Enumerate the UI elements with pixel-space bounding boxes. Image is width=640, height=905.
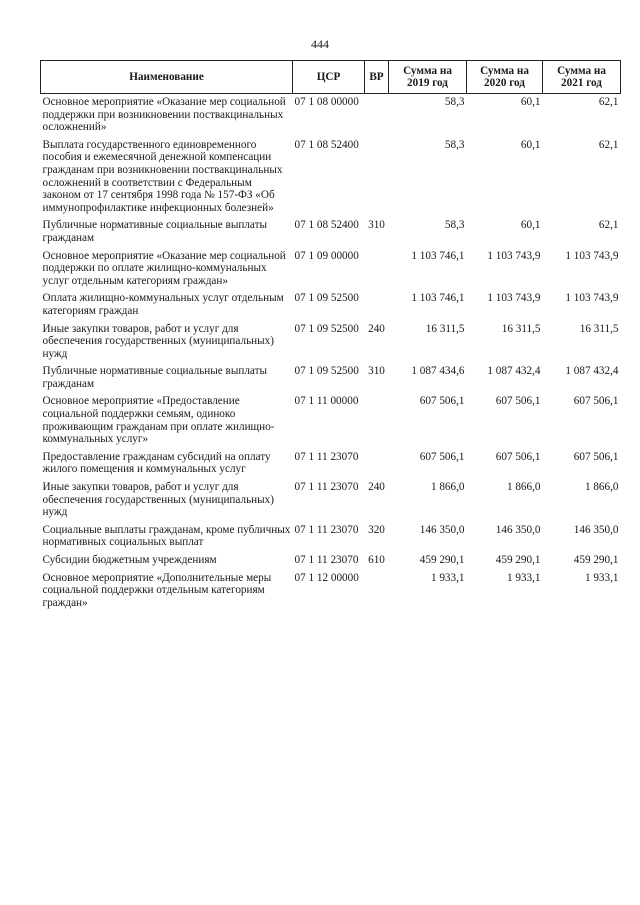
row-name: Иные закупки товаров, работ и услуг для обеспечения государственных (муниципальных) нужд	[42, 481, 274, 519]
table-row	[41, 479, 621, 522]
row-sum-2021: 1 103 743,9	[565, 292, 619, 305]
row-sum-2021: 16 311,5	[579, 322, 619, 335]
row-sum-2021: 1 087 432,4	[565, 365, 619, 378]
row-csr: 07 1 12 00000	[294, 571, 359, 584]
row-sum-2020: 60,1	[520, 96, 541, 108]
row-sum-2020: 1 103 743,9	[487, 249, 541, 262]
row-csr: 07 1 11 23070	[294, 554, 359, 566]
row-vr	[365, 137, 389, 218]
table-row	[41, 290, 621, 320]
row-sum-2021: 62,1	[598, 138, 619, 151]
row-sum-2019: 146 350,0	[419, 523, 465, 536]
row-sum-2021: 607 506,1	[573, 395, 619, 408]
row-sum-2020: 1 933,1	[506, 571, 541, 584]
header-vr: ВР	[365, 61, 389, 94]
row-sum-2020: 607 506,1	[495, 395, 541, 408]
row-vr: 240	[368, 322, 385, 335]
row-vr: 610	[368, 554, 385, 566]
row-vr	[365, 290, 389, 320]
row-sum-2019: 58,3	[444, 219, 465, 232]
table-header-row	[41, 61, 621, 94]
row-sum-2019: 1 103 746,1	[411, 249, 465, 262]
row-sum-2021: 62,1	[598, 96, 619, 108]
table-row	[41, 393, 621, 448]
page-number: 444	[311, 37, 329, 51]
row-sum-2021: 1 933,1	[584, 571, 619, 584]
row-csr: 07 1 11 23070	[294, 450, 359, 463]
row-vr	[365, 570, 389, 613]
row-sum-2019: 1 087 434,6	[411, 365, 465, 378]
row-sum-2020: 607 506,1	[495, 450, 541, 463]
row-csr: 07 1 09 52500	[294, 292, 359, 305]
table-row	[41, 449, 621, 479]
header-name: Наименование	[41, 61, 293, 94]
row-vr	[365, 393, 389, 448]
row-name: Основное мероприятие «Дополнительные меры социальной поддержки отдельным категориям граждан»	[42, 571, 272, 609]
row-sum-2019: 58,3	[444, 138, 465, 151]
row-name: Публичные нормативные социальные выплаты гражданам	[42, 219, 268, 244]
row-vr: 310	[368, 365, 385, 378]
row-sum-2021: 1 866,0	[584, 481, 619, 494]
row-sum-2021: 607 506,1	[573, 450, 619, 463]
row-sum-2021: 62,1	[598, 219, 619, 232]
row-sum-2019: 1 866,0	[430, 481, 465, 494]
row-sum-2019: 459 290,1	[419, 554, 465, 566]
row-name: Основное мероприятие «Предоставление социальной поддержки семьям, одиноко проживающим гражданам при оплате жилищно-коммунальных услуг»	[42, 395, 275, 446]
header-sum-2019: Сумма на 2019 год	[389, 61, 467, 94]
table-row	[41, 217, 621, 247]
row-name: Основное мероприятие «Оказание мер социальной поддержки по оплате жилищно-коммунальных услуг отдельным категориям граждан»	[42, 249, 286, 287]
row-csr: 07 1 09 52500	[294, 365, 359, 378]
header-csr: ЦСР	[293, 61, 365, 94]
row-sum-2020: 60,1	[520, 219, 541, 232]
row-sum-2020: 146 350,0	[495, 523, 541, 536]
table-row	[41, 137, 621, 218]
row-csr: 07 1 11 00000	[294, 395, 359, 408]
row-name: Основное мероприятие «Оказание мер социальной поддержки при возникновении поствакцинальных осложнений»	[42, 96, 286, 134]
row-sum-2019: 607 506,1	[419, 450, 465, 463]
row-vr: 240	[368, 481, 385, 494]
row-sum-2021: 459 290,1	[573, 554, 619, 566]
row-name: Субсидии бюджетным учреждениям	[42, 554, 217, 566]
table-row	[41, 522, 621, 552]
budget-table	[40, 60, 621, 612]
row-sum-2019: 1 103 746,1	[411, 292, 465, 305]
row-sum-2019: 16 311,5	[425, 322, 465, 335]
row-sum-2020: 60,1	[520, 138, 541, 151]
row-csr: 07 1 11 23070	[294, 523, 359, 536]
row-sum-2020: 16 311,5	[501, 322, 541, 335]
row-csr: 07 1 08 00000	[294, 96, 359, 108]
row-name: Иные закупки товаров, работ и услуг для обеспечения государственных (муниципальных) нужд	[42, 322, 274, 360]
row-csr: 07 1 08 52400	[294, 219, 359, 232]
row-vr: 320	[368, 523, 385, 536]
row-sum-2019: 1 933,1	[430, 571, 465, 584]
table-row	[41, 363, 621, 393]
row-vr	[365, 248, 389, 291]
row-sum-2020: 459 290,1	[495, 554, 541, 566]
row-sum-2021: 1 103 743,9	[565, 249, 619, 262]
row-name: Оплата жилищно-коммунальных услуг отдельным категориям граждан	[42, 292, 284, 317]
row-vr	[365, 449, 389, 479]
row-csr: 07 1 11 23070	[294, 481, 359, 494]
row-sum-2021: 146 350,0	[573, 523, 619, 536]
row-sum-2020: 1 103 743,9	[487, 292, 541, 305]
table-row	[41, 94, 621, 137]
row-name: Предоставление гражданам субсидий на оплату жилого помещения и коммунальных услуг	[42, 450, 271, 476]
row-csr: 07 1 09 52500	[294, 322, 359, 335]
row-sum-2019: 607 506,1	[419, 395, 465, 408]
row-vr	[365, 94, 389, 137]
row-name: Выплата государственного единовременного пособия и ежемесячной денежной компенсации гражданам при возникновении поствакцинальных осложнений в соответствии с Федеральным законом от 17 сентября 1998 года № 157-ФЗ «Об иммунопрофилактике инфекционных болезней»	[42, 138, 283, 214]
table-row	[41, 552, 621, 570]
table-row	[41, 321, 621, 364]
table-row	[41, 248, 621, 291]
header-sum-2021: Сумма на 2021 год	[543, 61, 621, 94]
header-sum-2020: Сумма на 2020 год	[467, 61, 543, 94]
row-csr: 07 1 08 52400	[294, 138, 359, 151]
row-vr: 310	[368, 219, 385, 232]
row-sum-2020: 1 087 432,4	[487, 365, 541, 378]
row-name: Публичные нормативные социальные выплаты гражданам	[42, 365, 268, 390]
row-csr: 07 1 09 00000	[294, 249, 359, 262]
row-name: Социальные выплаты гражданам, кроме публичных нормативных социальных выплат	[42, 523, 291, 549]
row-sum-2019: 58,3	[444, 96, 465, 108]
table-row	[41, 570, 621, 613]
row-sum-2020: 1 866,0	[506, 481, 541, 494]
